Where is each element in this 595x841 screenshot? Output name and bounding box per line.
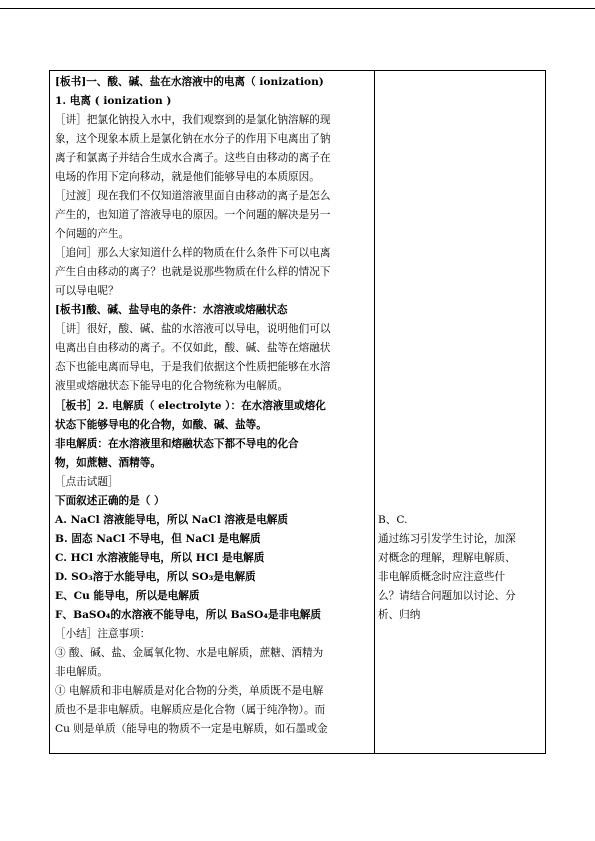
text-line: 离子和氯离子并结合生成水合离子。这些自由移动的离子在 — [55, 152, 331, 164]
text-line: [板书]一、酸、碱、盐在水溶液中的电离（ ionization) — [55, 76, 324, 88]
lesson-table-right-cell — [374, 70, 546, 754]
note-line: 么？请结合问题加以讨论、分 — [378, 590, 516, 602]
text-line: D. SO₃溶于水能导电，所以 SO₃是电解质 — [55, 571, 256, 583]
text-line: 象，这个现象本质上是氯化钠在水分子的作用下电离出了钠 — [55, 133, 331, 145]
text-line: ［讲］很好，酸、碱、盐的水溶液可以导电，说明他们可以 — [55, 323, 331, 335]
text-line: B. 固态 NaCl 不导电，但 NaCl 是电解质 — [55, 533, 261, 545]
text-line: 产生自由移动的离子？也就是说那些物质在什么样的情况下 — [55, 266, 331, 278]
text-line: 物，如蔗糖、酒精等。 — [55, 457, 161, 469]
text-line: 非电解质。 — [55, 666, 108, 678]
text-line: E、Cu 能导电，所以是电解质 — [55, 590, 200, 602]
text-line: 电离出自由移动的离子。不仅如此，酸、碱、盐等在熔融状 — [55, 342, 331, 354]
text-line: 下面叙述正确的是（ ） — [55, 495, 165, 507]
note-line: 通过练习引发学生讨论，加深 — [378, 533, 516, 545]
text-line: 可以导电呢？ — [55, 285, 119, 297]
text-line: 态下也能电离而导电，于是我们依据这个性质把能够在水溶 — [55, 361, 331, 373]
text-line: 质也不是非电解质。电解质应是化合物（属于纯净物）。而 — [55, 704, 326, 716]
text-line: F、BaSO₄的水溶液不能导电，所以 BaSO₄是非电解质 — [55, 609, 321, 621]
text-line: 状态下能够导电的化合物，如酸、碱、盐等。 — [55, 419, 267, 431]
text-line: ① 电解质和非电解质是对化合物的分类，单质既不是电解 — [55, 685, 324, 697]
text-line: 电场的作用下定向移动，就是他们能够导电的本质原因。 — [55, 171, 320, 183]
text-line: ［板书］2. 电解质（ electrolyte ）：在水溶液里或熔化 — [55, 400, 326, 412]
text-line: ［点击试题］ — [55, 476, 119, 488]
note-line: 非电解质概念时应注意些什 — [378, 571, 506, 583]
header-rule — [0, 8, 595, 9]
text-line: [板书]酸、碱、盐导电的条件：水溶液或熔融状态 — [55, 304, 288, 316]
note-line: 析、归纳 — [378, 609, 421, 621]
text-line: ［过渡］现在我们不仅知道溶液里面自由移动的离子是怎么 — [55, 190, 331, 202]
text-line: C. HCl 水溶液能导电，所以 HCl 是电解质 — [55, 552, 265, 564]
text-line: Cu 则是单质（能导电的物质不一定是电解质，如石墨或金 — [55, 723, 328, 735]
text-line: ［追问］那么大家知道什么样的物质在什么条件下可以电离 — [55, 247, 331, 259]
note-line: 对概念的理解，理解电解质、 — [378, 552, 516, 564]
text-line: A. NaCl 溶液能导电，所以 NaCl 溶液是电解质 — [55, 514, 288, 526]
text-line: 个问题的产生。 — [55, 228, 130, 240]
note-line: B、C. — [378, 514, 408, 526]
text-line: 液里或熔融状态下能导电的化合物统称为电解质。 — [55, 380, 289, 392]
text-line: ［小结］注意事项： — [55, 628, 151, 640]
text-line: ③ 酸、碱、盐、金属氧化物、水是电解质，蔗糖、酒精为 — [55, 647, 324, 659]
text-line: 1. 电离 ( ionization ) — [55, 95, 172, 107]
text-line: 非电解质：在水溶液里和熔融状态下都不导电的化合 — [55, 438, 299, 450]
text-line: ［讲］把氯化钠投入水中，我们观察到的是氯化钠溶解的现 — [55, 114, 331, 126]
text-line: 产生的，也知道了溶液导电的原因。一个问题的解决是另一 — [55, 209, 331, 221]
